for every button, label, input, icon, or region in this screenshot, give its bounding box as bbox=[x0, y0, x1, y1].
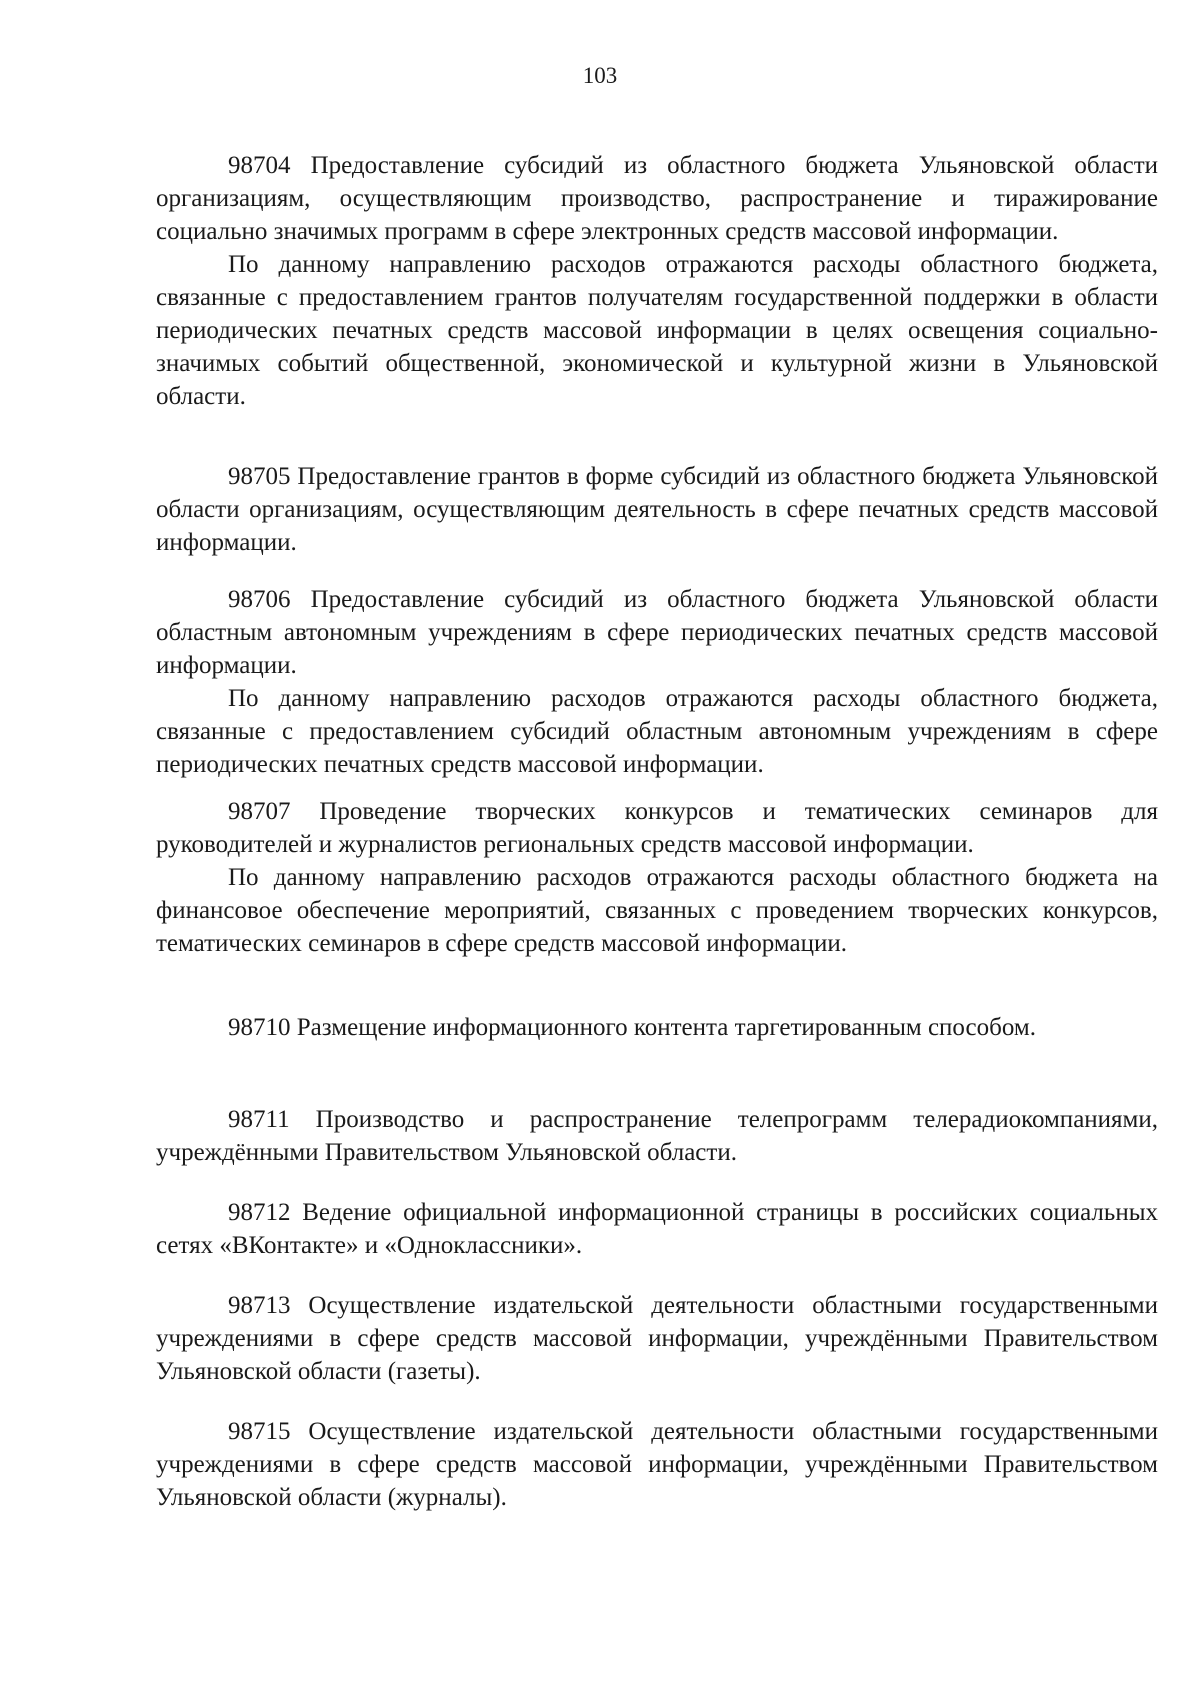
paragraph: 98710 Размещение информационного контента таргетированным способом. bbox=[228, 1014, 1036, 1041]
paragraph: 98711 Производство и распространение телепрограмм телерадиокомпаниями, учреждёнными Правительством Ульяновской области. bbox=[156, 1106, 1158, 1166]
section-98712 bbox=[156, 1196, 1158, 1262]
paragraph: По данному направлению расходов отражаются расходы областного бюджета, связанные с предоставлением грантов получателям государственной поддержки в области периодических печатных средств массовой информации в целях освещения социально-значимых событий общественной, экономической и культурной жизни в Ульяновской области. bbox=[156, 251, 1158, 410]
paragraph: По данному направлению расходов отражаются расходы областного бюджета на финансовое обеспечение мероприятий, связанных с проведением творческих конкурсов, тематических семинаров в сфере средств массовой информации. bbox=[156, 864, 1158, 957]
section-98710 bbox=[156, 1011, 1158, 1044]
section-98707 bbox=[156, 795, 1158, 960]
section-98706 bbox=[156, 583, 1158, 781]
paragraph: 98712 Ведение официальной информационной страницы в российских социальных сетях «ВКонтакте» и «Одноклассники». bbox=[156, 1199, 1158, 1259]
paragraph: 98705 Предоставление грантов в форме субсидий из областного бюджета Ульяновской области организациям, осуществляющим деятельность в сфере печатных средств массовой информации. bbox=[156, 463, 1158, 556]
page-number: 103 bbox=[582, 63, 618, 88]
paragraph: 98707 Проведение творческих конкурсов и тематических семинаров для руководителей и журналистов региональных средств массовой информации. bbox=[156, 798, 1158, 858]
paragraph: 98713 Осуществление издательской деятельности областными государственными учреждениями в сфере средств массовой информации, учреждёнными Правительством Ульяновской области (газеты). bbox=[156, 1292, 1158, 1385]
section-98711 bbox=[156, 1103, 1158, 1169]
paragraph: По данному направлению расходов отражаются расходы областного бюджета, связанные с предоставлением субсидий областным автономным учреждениям в сфере периодических печатных средств массовой информации. bbox=[156, 685, 1158, 778]
section-98705 bbox=[156, 460, 1158, 559]
paragraph: 98704 Предоставление субсидий из областного бюджета Ульяновской области организациям, осуществляющим производство, распространение и тиражирование социально значимых программ в сфере электронных средств массовой информации. bbox=[156, 152, 1158, 245]
paragraph: 98715 Осуществление издательской деятельности областными государственными учреждениями в сфере средств массовой информации, учреждёнными Правительством Ульяновской области (журналы). bbox=[156, 1418, 1158, 1511]
paragraph: 98706 Предоставление субсидий из областного бюджета Ульяновской области областным автономным учреждениям в сфере периодических печатных средств массовой информации. bbox=[156, 586, 1158, 679]
section-98713 bbox=[156, 1289, 1158, 1388]
section-98715 bbox=[156, 1415, 1158, 1514]
section-98704 bbox=[156, 149, 1158, 413]
